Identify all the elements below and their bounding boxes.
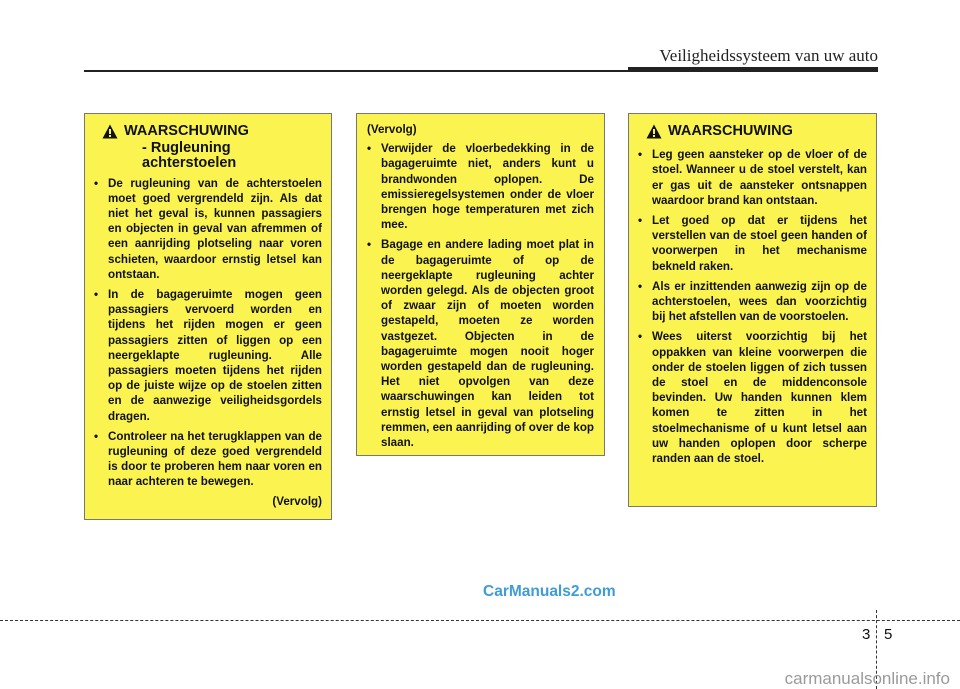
warning-list [94, 176, 322, 490]
list-item: • De rugleuning van de achterstoelen moet goed vergrendeld zijn. Als dat niet het geval is, kunnen passagiers en objecten in geval van afremmen of een aanrijding plotseling naar voren schieten, waardoor ernstig letsel kan ontstaan. [94, 176, 322, 282]
page-number: 5 [884, 626, 893, 643]
chapter-number: 3 [862, 626, 871, 643]
warning-list [638, 147, 867, 466]
header-rule [84, 70, 878, 72]
warning-triangle-icon [102, 124, 118, 139]
warning-box-continued [356, 113, 605, 456]
warning-heading [102, 124, 322, 139]
list-item: • Leg geen aansteker op de vloer of de stoel. Wanneer u de stoel verstelt, kan er gas uit de aansteker ontsnappen waardoor brand kan ontstaan. [638, 147, 867, 208]
warning-list [367, 141, 594, 450]
warning-heading [646, 124, 867, 139]
list-item: • Als er inzittenden aanwezig zijn op de achterstoelen, wees dan voorzichtig bij het afstellen van de voorstoelen. [638, 279, 867, 325]
warning-heading-text: WAARSCHUWING [668, 123, 793, 139]
warning-heading-text: WAARSCHUWING [124, 123, 249, 139]
footer-site-watermark: carmanualsonline.info [784, 669, 950, 688]
warning-triangle-icon [646, 124, 662, 139]
list-item: • Bagage en andere lading moet plat in de bagageruimte of op de neergeklapte rugleuning achter worden gelegd. Als de objecten groot of zwaar zijn of moeten worden gestapeld, moeten ze worden vastgezet. Objecten in de bagageruimte mogen nooit hoger worden gestapeld dan de rugleuning. Het niet opvolgen van deze waarschuwingen kan leiden tot ernstig letsel in geval van plotseling remmen, een aanrijding of over de kop slaan. [367, 237, 594, 450]
list-item: • Verwijder de vloerbedekking in de bagageruimte niet, anders kunt u brandwonden oplopen. De emissieregelsystemen onder de vloer brengen hoge temperaturen met zich mee. [367, 141, 594, 232]
warning-box-seats [628, 113, 877, 507]
watermark-link[interactable]: CarManuals2.com [483, 583, 616, 600]
warning-box-rear-seatback [84, 113, 332, 520]
warning-subheading: - Rugleuning achterstoelen [142, 140, 237, 172]
list-item: • In de bagageruimte mogen geen passagiers vervoerd worden en tijdens het rijden mogen er geen passagiers zitten of liggen op een neergeklapte rugleuning. Alle passagiers moeten tijdens het rijden op de juiste wijze op de stoelen zitten en de aanwezige veiligheidsgordels dragen. [94, 287, 322, 424]
list-item: • Wees uiterst voorzichtig bij het oppakken van kleine voorwerpen die onder de stoelen liggen of zich tussen de stoel en de middenconsole bevinden. Uw handen kunnen klem komen te zitten in het stoelmechanisme of u kunt letsel aan uw handen oplopen door scherpe randen aan de stoel. [638, 329, 867, 466]
footer-divider [0, 620, 960, 621]
continued-label: (Vervolg) [367, 123, 417, 136]
list-item: • Controleer na het terugklappen van de rugleuning of deze goed vergrendeld is door te proberen hem naar voren en naar achteren te bewegen. [94, 429, 322, 490]
list-item: • Let goed op dat er tijdens het verstellen van de stoel geen handen of voorwerpen in het mechanisme bekneld raken. [638, 213, 867, 274]
continued-label: (Vervolg) [272, 494, 322, 508]
page-header-title: Veiligheidssysteem van uw auto [659, 46, 878, 65]
